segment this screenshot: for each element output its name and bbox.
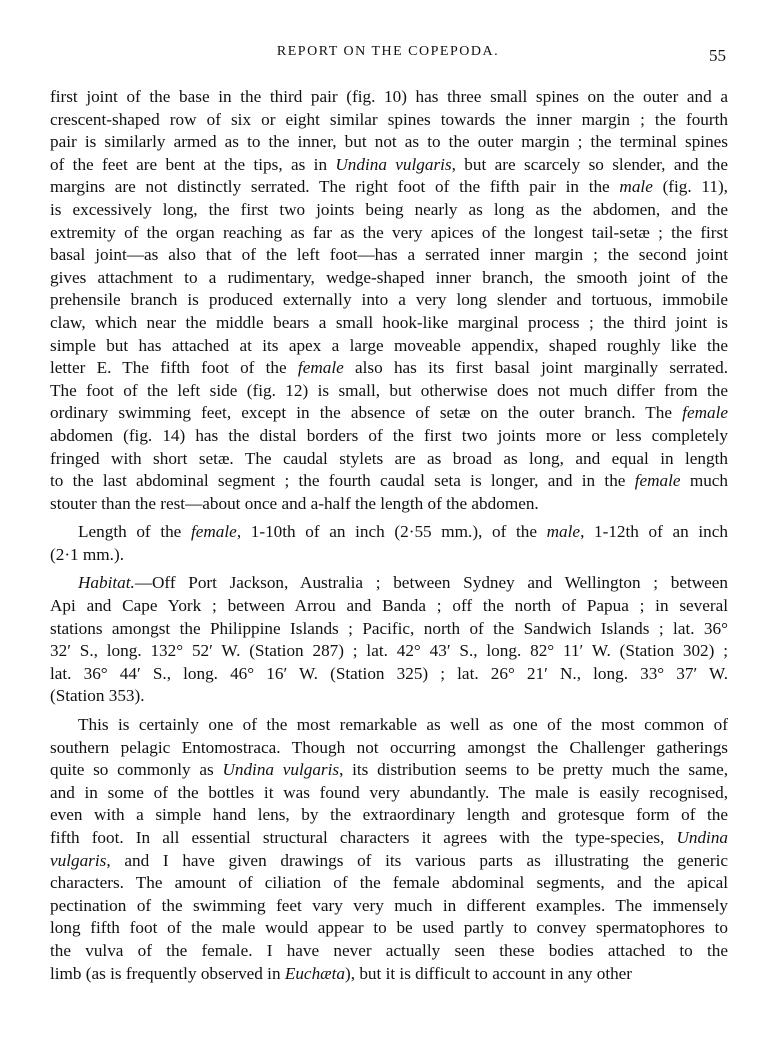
paragraph-length [50,521,728,566]
text-line: Api and Cape York ; between Arrou and Banda ; off the north of Papua ; in several [50,596,728,616]
text-line: This is certainly one of the most remarkable as well as one of the most common of [78,715,728,735]
text-line: 32′ S., long. 132° 52′ W. (Station 287) ; lat. 42° 43′ S., long. 82° 11′ W. (Station 302) ; [50,641,728,661]
text-line: of the feet are bent at the tips, as in Undina vulgaris, but are scarcely so slender, and the [50,154,728,174]
text-line: to the last abdominal segment ; the fourth caudal seta is longer, and in the female much [50,471,729,491]
text-line: Length of the female, 1-10th of an inch (2·55 mm.), of the male, 1-12th of an inch [78,522,728,542]
running-head: REPORT ON THE COPEPODA. [276,44,500,59]
text-line: characters. The amount of ciliation of the female abdominal segments, and the apical [50,873,728,893]
text-line: pair is similarly armed as to the inner, but not as to the outer margin ; the terminal spines [50,132,728,152]
paragraph-habitat [50,572,728,708]
text-line: first joint of the base in the third pair (fig. 10) has three small spines on the outer and a [50,87,728,106]
text-line: quite so commonly as Undina vulgaris, its distribution seems to be pretty much the same, [50,760,728,780]
body-text [50,86,728,985]
text-line: even with a simple hand lens, by the extraordinary length and grotesque form of the [50,805,728,825]
text-line: Habitat.—Off Port Jackson, Australia ; between Sydney and Wellington ; between [78,573,728,593]
text-line: (Station 353). [50,686,145,706]
text-line: ordinary swimming feet, except in the absence of setæ on the outer branch. The female [50,403,728,423]
text-line: long fifth foot of the male would appear to be used partly to convey spermatophores to [50,918,728,938]
text-line: lat. 36° 44′ S., long. 46° 16′ W. (Station 325) ; lat. 26° 21′ N., long. 33° 37′ W. [50,663,728,683]
text-line: crescent-shaped row of six or eight similar spines towards the inner margin ; the fourth [50,109,728,129]
text-line: fifth foot. In all essential structural characters it agrees with the type-species, Undina [50,828,728,847]
paragraph-remarks [50,714,728,985]
text-line: stations amongst the Philippine Islands ; Pacific, north of the Sandwich Islands ; lat. 36° [50,618,728,638]
text-line: prehensile branch is produced externally into a very long slender and tortuous, immobile [50,290,728,310]
text-line: simple but has attached at its apex a large moveable appendix, shaped roughly like the [50,335,728,355]
text-line: stouter than the rest—about once and a-half the length of the abdomen. [50,493,539,513]
text-line: extremity of the organ reaching as far as the very apices of the longest tail-setæ ; the first [50,222,728,242]
text-line: The foot of the left side (fig. 12) is small, but otherwise does not much differ from the [50,380,728,400]
text-line: (2·1 mm.). [50,544,124,564]
text-line: vulgaris, and I have given drawings of its various parts as illustrating the generic [50,850,728,870]
text-line: is excessively long, the first two joints being nearly as long as the abdomen, and the [50,199,728,219]
text-line: letter E. The fifth foot of the female also has its first basal joint marginally serrated. [50,358,729,378]
text-line: southern pelagic Entomostraca. Though not occurring amongst the Challenger gatherings [50,737,728,757]
paragraph-description [50,86,728,515]
page-number: 55 [709,46,726,65]
text-line: basal joint—as also that of the left foot—has a serrated inner margin ; the second joint [50,245,728,265]
text-line: margins are not distinctly serrated. The right foot of the fifth pair in the male (fig. 11), [50,177,728,197]
page-header [50,44,726,68]
text-line: and in some of the bottles it was found very abundantly. The male is easily recognised, [50,782,728,802]
text-line: gives attachment to a rudimentary, wedge-shaped inner branch, the smooth joint of the [50,267,728,287]
text-line: pectination of the swimming feet vary very much in different examples. The immensely [50,895,728,915]
text-line: limb (as is frequently observed in Euchæta), but it is difficult to account in any other [50,963,633,983]
text-line: abdomen (fig. 14) has the distal borders of the first two joints more or less completely [50,425,728,445]
text-line: the vulva of the female. I have never actually seen these bodies attached to the [50,940,728,960]
text-line: claw, which near the middle bears a small hook-like marginal process ; the third joint is [50,312,728,332]
text-line: fringed with short setæ. The caudal stylets are as broad as long, and equal in length [50,448,728,468]
